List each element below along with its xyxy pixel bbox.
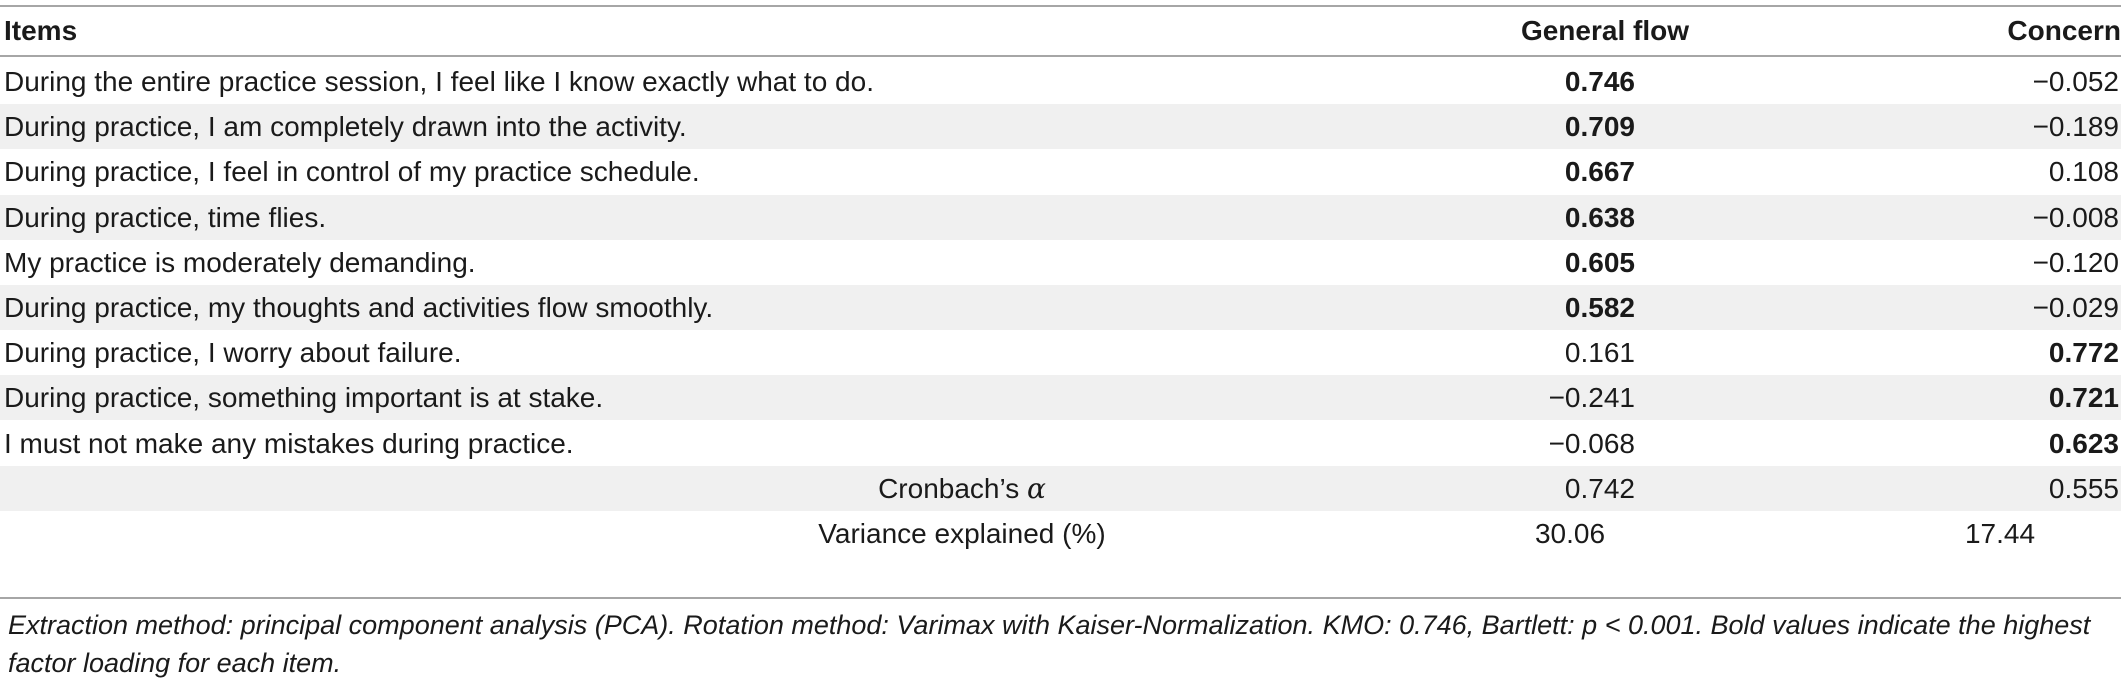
concern-value: −0.189 [2032, 111, 2119, 143]
concern-value: −0.052 [2032, 66, 2119, 97]
general-flow-value: 0.582 [1564, 292, 1635, 323]
general-flow-value: 0.709 [1564, 111, 1635, 143]
summary-label [612, 466, 1312, 511]
table-footnote: Extraction method: principal component analysis (PCA). Rotation method: Varimax with Kaiser-Normalization. KMO: 0.746, Bartlett: p < 0.001. Bold values indicate the highest factor loading for each item. [8, 610, 2091, 678]
summary-label-text: Cronbach’s [878, 472, 1027, 504]
general-flow-value: −0.241 [1548, 382, 1635, 414]
summary-general-flow: 0.742 [1564, 472, 1635, 504]
concern-value: −0.120 [2032, 246, 2119, 278]
concern-value: −0.029 [2032, 292, 2119, 323]
item-text: During the entire practice session, I feel like I know exactly what to do. [4, 66, 874, 97]
item-text: During practice, my thoughts and activities flow smoothly. [4, 292, 714, 323]
general-flow-value: 0.638 [1564, 201, 1635, 233]
summary-label [612, 511, 1312, 556]
header-items: Items [4, 15, 78, 46]
summary-concern: 0.555 [2048, 472, 2119, 504]
top-rule [0, 5, 2121, 7]
table-row [0, 149, 2121, 194]
general-flow-value: 0.161 [1564, 337, 1635, 369]
summary-label-text: Variance explained (%) [818, 518, 1106, 549]
table-row [0, 240, 2121, 285]
concern-value: 0.721 [2048, 382, 2119, 414]
item-text: During practice, something important is at stake. [4, 382, 604, 414]
general-flow-value: 0.667 [1564, 156, 1635, 188]
concern-value: 0.623 [2048, 427, 2119, 459]
header-rule [0, 55, 2121, 57]
bottom-rule [0, 597, 2121, 599]
summary-row [0, 466, 2121, 511]
header-row [0, 8, 2121, 53]
item-text: During practice, I am completely drawn into the activity. [4, 111, 687, 143]
summary-general-flow: 30.06 [1534, 518, 1606, 549]
concern-value: 0.772 [2048, 337, 2119, 369]
general-flow-value: 0.605 [1564, 246, 1635, 278]
header-general-flow: General flow [1520, 15, 1689, 46]
general-flow-value: −0.068 [1548, 427, 1635, 459]
alpha-symbol: α [1026, 471, 1046, 505]
item-text: During practice, I feel in control of my practice schedule. [4, 156, 700, 188]
item-text: I must not make any mistakes during practice. [4, 427, 574, 459]
table-row [0, 285, 2121, 330]
item-text: During practice, I worry about failure. [4, 337, 462, 369]
concern-value: 0.108 [2048, 156, 2119, 188]
summary-concern: 17.44 [1964, 518, 2036, 549]
table-row [0, 59, 2121, 104]
table-row [0, 330, 2121, 375]
item-text: My practice is moderately demanding. [4, 246, 476, 278]
table-row [0, 375, 2121, 420]
item-text: During practice, time flies. [4, 201, 327, 233]
summary-row [0, 511, 2121, 556]
general-flow-value: 0.746 [1564, 66, 1635, 97]
table-row [0, 421, 2121, 466]
table-row [0, 104, 2121, 149]
table-row [0, 195, 2121, 240]
concern-value: −0.008 [2032, 201, 2119, 233]
header-concern: Concern [2007, 15, 2121, 46]
